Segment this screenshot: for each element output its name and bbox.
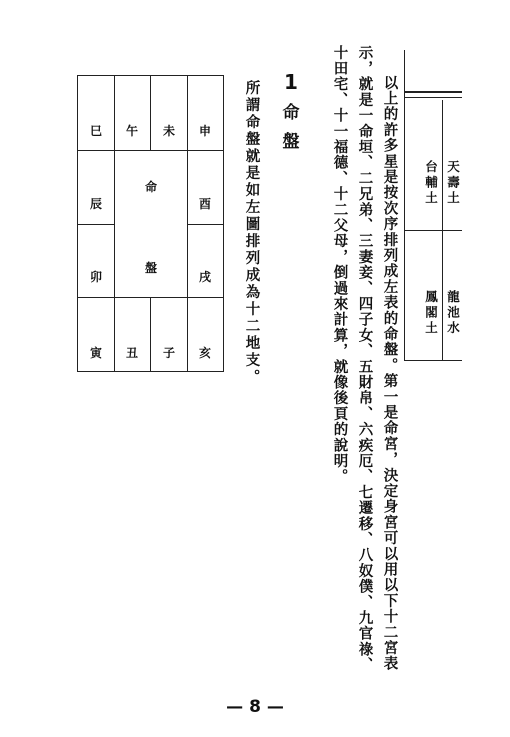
chart-h-line <box>77 224 114 225</box>
branch-label: 申 <box>198 124 211 138</box>
table-left-line <box>404 50 405 360</box>
chart-v-line <box>150 297 151 372</box>
section-title-char: 盤 <box>282 132 300 152</box>
chart-h-line <box>187 224 224 225</box>
table-cell: 鳳閣土 <box>423 290 439 337</box>
branch-label: 酉 <box>198 197 211 211</box>
branch-label: 子 <box>162 346 175 360</box>
branch-label: 戌 <box>198 270 211 284</box>
chart-v-line <box>187 75 188 372</box>
table-top-line <box>404 91 462 93</box>
branch-label: 辰 <box>89 197 102 211</box>
chart-center-label: 盤 <box>144 261 157 275</box>
chart-v-line <box>150 75 151 151</box>
branch-label: 丑 <box>125 346 138 360</box>
table-cell: 天壽土 <box>445 160 461 207</box>
branch-label: 寅 <box>89 346 102 360</box>
table-col-line <box>442 100 443 360</box>
page-number: — 8 — <box>226 697 284 717</box>
section-text: 所謂命盤就是如左圖排列成為十二地支。 <box>243 80 261 386</box>
branch-label: 未 <box>162 124 175 138</box>
body-text-line: 示，就是一命垣、二兄弟、三妻妾、四子女、五財帛、六疾厄、七遷移、八奴僕、九官祿、 <box>356 45 374 673</box>
branch-label: 亥 <box>198 346 211 360</box>
body-text-line: 十田宅、十一福德、十二父母，倒過來計算，就像後頁的說明。 <box>331 45 349 485</box>
section-title-char: 命 <box>282 103 300 123</box>
table-cell: 龍池水 <box>445 290 461 337</box>
branch-label: 午 <box>125 124 138 138</box>
section-number: 1 <box>284 70 298 94</box>
body-text-line: 以上的許多星是按次序排列成左表的命盤。第一是命宮，決定身宮可以用以下十二宮表 <box>381 75 399 672</box>
branch-label: 巳 <box>89 124 102 138</box>
table-divider-line <box>404 97 462 98</box>
section-heading <box>276 70 306 152</box>
branch-label: 卯 <box>89 270 102 284</box>
chart-center-label: 命 <box>144 180 157 194</box>
chart-v-line <box>114 75 115 372</box>
table-cell: 台輔土 <box>423 160 439 207</box>
table-row-line <box>404 230 462 231</box>
table-bottom-line <box>404 360 462 361</box>
